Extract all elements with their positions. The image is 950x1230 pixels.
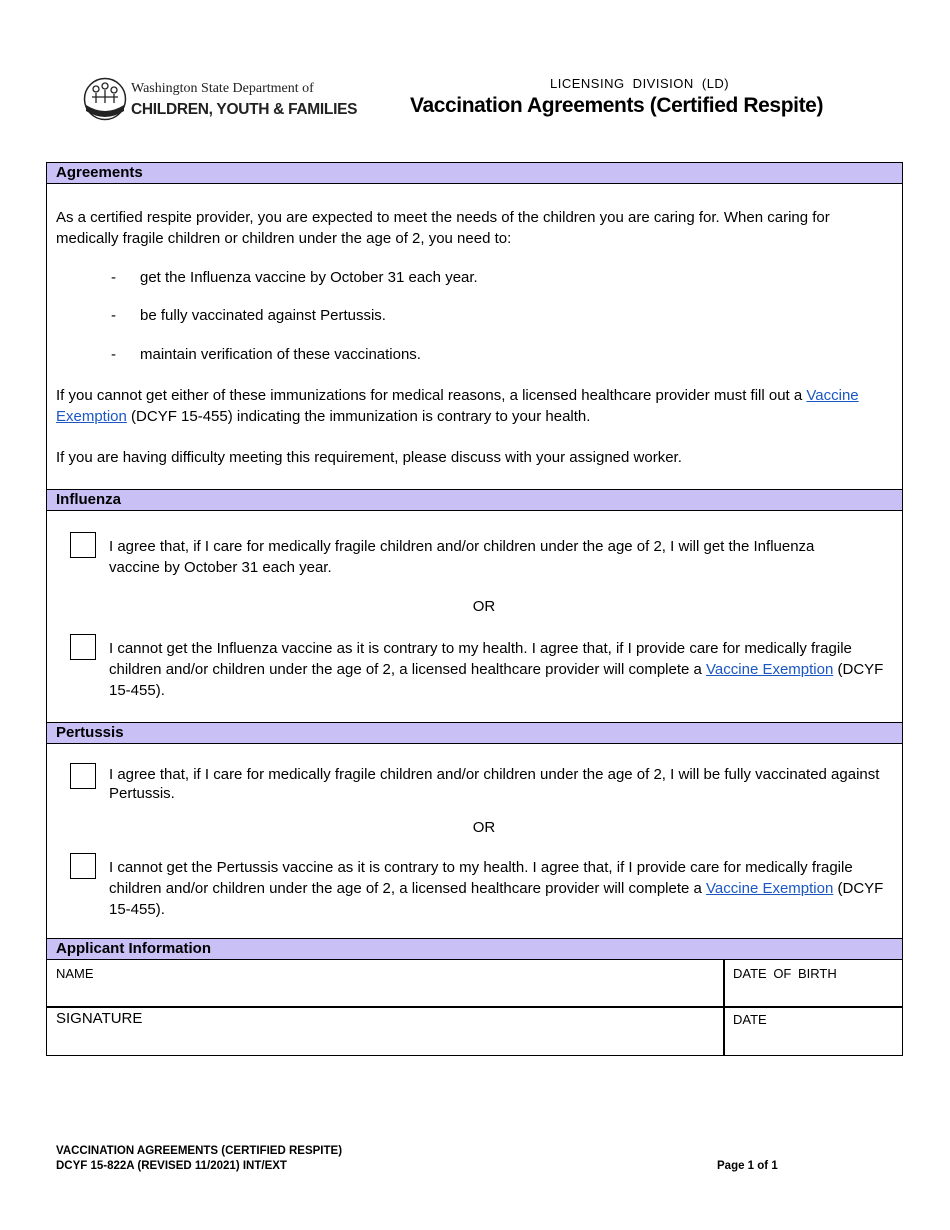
pertussis-vaccine-exemption-link[interactable]: Vaccine Exemption <box>706 880 834 897</box>
exemption-text: If you cannot get either of these immunizations for medical reasons, a licensed healthcare provider must fill out a <box>56 387 807 404</box>
section-header-pertussis: Pertussis <box>47 722 902 744</box>
agency-logo <box>83 77 358 123</box>
footer-page-number: Page 1 of 1 <box>717 1160 778 1172</box>
logo-agency-line: Washington State Department of <box>131 81 314 96</box>
signature-label: SIGNATURE <box>56 1010 143 1027</box>
exemption-paragraph <box>56 385 898 427</box>
bullet-item: get the Influenza vaccine by October 31 each year. <box>140 269 478 286</box>
division-label: LICENSING DIVISION (LD) <box>550 76 730 91</box>
logo-agency-name: CHILDREN, YOUTH & FAMILIES <box>131 101 358 118</box>
bullet-marker: - <box>111 269 116 286</box>
influenza-exempt-checkbox[interactable] <box>70 634 96 660</box>
pertussis-exempt-text <box>109 857 894 920</box>
date-of-birth-label: DATE OF BIRTH <box>733 966 837 981</box>
difficulty-note: If you are having difficulty meeting this requirement, please discuss with your assigned worker. <box>56 449 682 466</box>
influenza-vaccine-exemption-link[interactable]: Vaccine Exemption <box>706 661 834 678</box>
bullet-marker: - <box>111 346 116 363</box>
pertussis-exempt-checkbox[interactable] <box>70 853 96 879</box>
footer-form-title: VACCINATION AGREEMENTS (CERTIFIED RESPITE) <box>56 1145 343 1157</box>
bullet-item: maintain verification of these vaccinations. <box>140 346 421 363</box>
bullet-item: be fully vaccinated against Pertussis. <box>140 307 386 324</box>
name-field[interactable] <box>47 960 723 1006</box>
bullet-marker: - <box>111 307 116 324</box>
influenza-agree-text: I agree that, if I care for medically fragile children and/or children under the age of 2, I will get the Influenza vaccine by October 31 each year. <box>109 538 815 576</box>
signature-field[interactable] <box>47 1008 723 1055</box>
agreements-intro: As a certified respite provider, you are expected to meet the needs of the children you are caring for. When caring for medically fragile children or children under the age of 2, you need to: <box>56 209 830 247</box>
agency-seal-icon <box>83 77 127 121</box>
section-header-agreements: Agreements <box>47 162 902 184</box>
pertussis-or: OR <box>472 819 496 836</box>
pertussis-agree-text: I agree that, if I care for medically fragile children and/or children under the age of 2, I will be fully vaccinated against Pertussis. <box>109 766 880 802</box>
section-header-applicant: Applicant Information <box>47 938 902 960</box>
influenza-exempt-body: I cannot get the Influenza vaccine as it is contrary to my health. I agree that, if I provide care for medically fragile children and/or children under the age of 2, a licensed healthcare provider will complete a <box>109 640 852 678</box>
vaccine-exemption-link[interactable]: Vaccine Exemption <box>56 387 859 425</box>
footer-form-number: DCYF 15-822A (REVISED 11/2021) INT/EXT <box>56 1160 287 1172</box>
influenza-exempt-text <box>109 638 894 701</box>
influenza-agree-checkbox[interactable] <box>70 532 96 558</box>
date-field[interactable] <box>725 1008 902 1055</box>
influenza-or: OR <box>472 598 496 615</box>
exemption-text-end: (DCYF 15-455) indicating the immunization is contrary to your health. <box>126 408 591 425</box>
pertussis-exempt-form-number: (DCYF 15-455). <box>109 880 884 918</box>
pertussis-exempt-body: I cannot get the Pertussis vaccine as it is contrary to my health. I agree that, if I provide care for medically fragile children and/or children under the age of 2, a licensed healthcare provider will complete a <box>109 859 853 897</box>
page-title: Vaccination Agreements (Certified Respite) <box>410 94 824 117</box>
influenza-exempt-form-number: (DCYF 15-455). <box>109 661 884 699</box>
agreement-form <box>46 162 903 1056</box>
section-header-influenza: Influenza <box>47 489 902 511</box>
date-label: DATE <box>733 1012 767 1027</box>
pertussis-agree-checkbox[interactable] <box>70 763 96 789</box>
name-label: NAME <box>56 966 94 981</box>
date-of-birth-field[interactable] <box>725 960 902 1006</box>
